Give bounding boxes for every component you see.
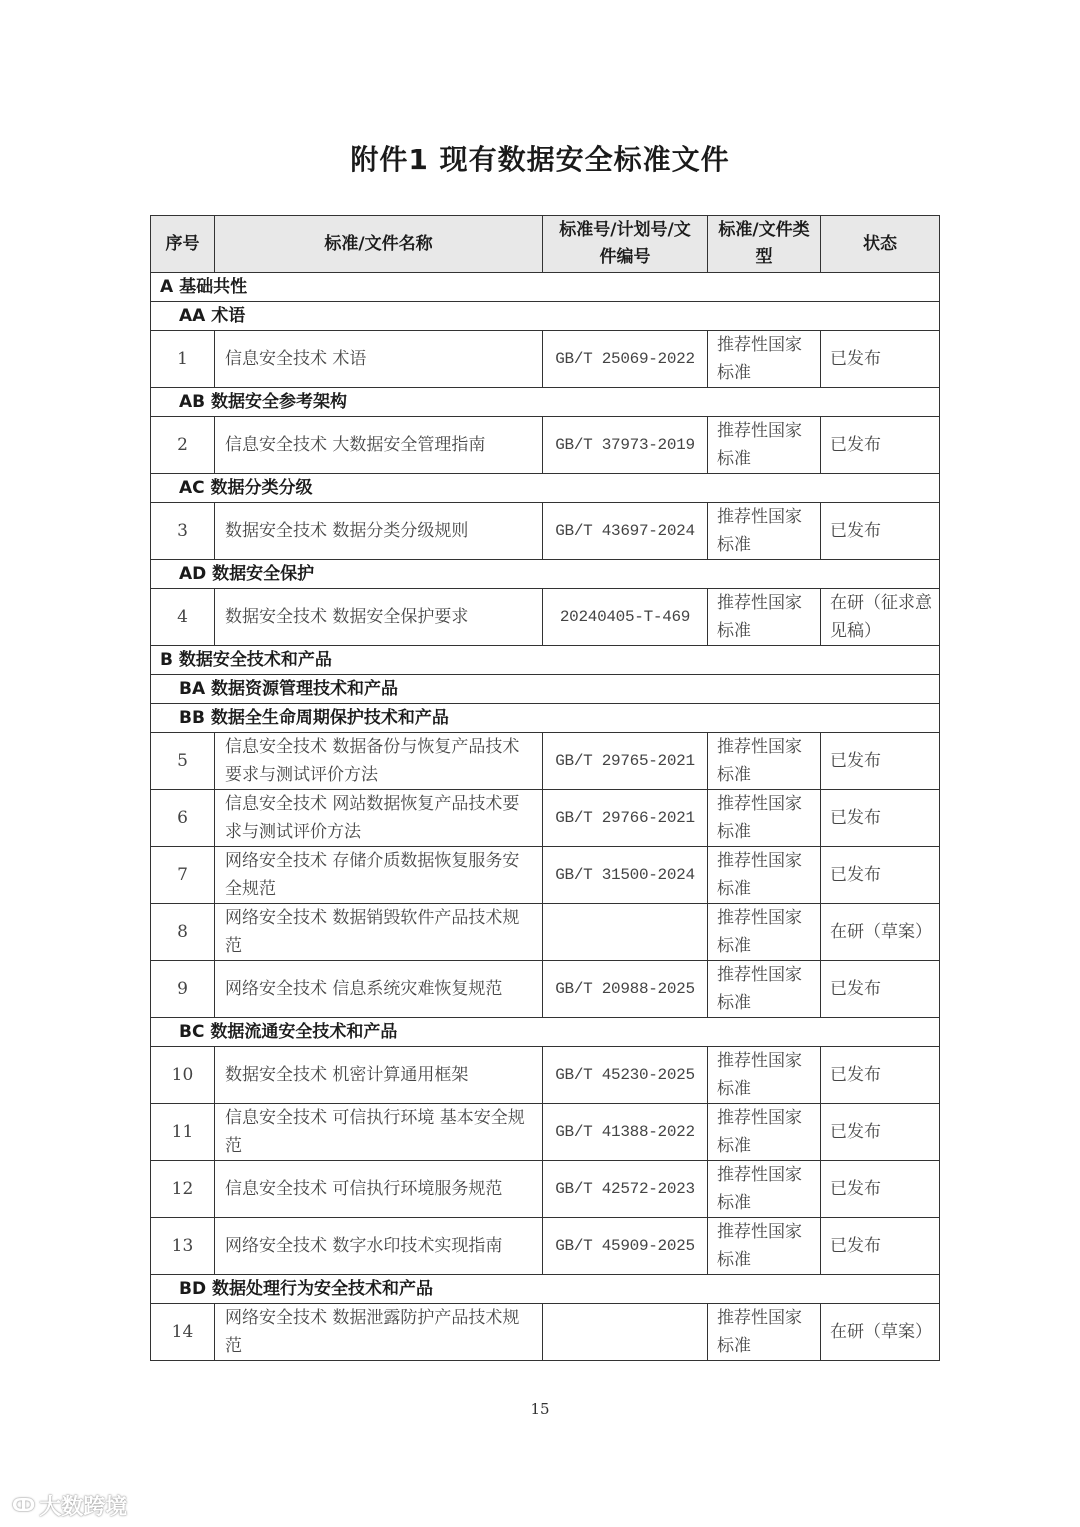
code-cell: GB/T 29765-2021: [543, 733, 708, 790]
type-cell: 推荐性国家标准: [708, 1304, 821, 1361]
code-cell: GB/T 31500-2024: [543, 847, 708, 904]
header-name: 标准/文件名称: [215, 216, 543, 273]
seq-cell: 3: [151, 503, 215, 560]
type-cell: 推荐性国家标准: [708, 847, 821, 904]
header-code: 标准号/计划号/文件编号: [543, 216, 708, 273]
name-cell: 信息安全技术 术语: [215, 331, 543, 388]
section-label: BA 数据资源管理技术和产品: [151, 675, 940, 704]
status-cell: 已发布: [821, 1218, 940, 1275]
subsection-row: [151, 675, 940, 704]
seq-cell: 11: [151, 1104, 215, 1161]
code-cell: GB/T 45909-2025: [543, 1218, 708, 1275]
name-cell: 网络安全技术 数据泄露防护产品技术规范: [215, 1304, 543, 1361]
type-cell: 推荐性国家标准: [708, 1047, 821, 1104]
section-label: AB 数据安全参考架构: [151, 388, 940, 417]
table-row: [151, 961, 940, 1018]
name-cell: 数据安全技术 数据分类分级规则: [215, 503, 543, 560]
seq-cell: 14: [151, 1304, 215, 1361]
type-cell: 推荐性国家标准: [708, 589, 821, 646]
header-seq: 序号: [151, 216, 215, 273]
standards-table: [150, 215, 940, 1361]
seq-cell: 7: [151, 847, 215, 904]
type-cell: 推荐性国家标准: [708, 790, 821, 847]
header-type: 标准/文件类型: [708, 216, 821, 273]
seq-cell: 4: [151, 589, 215, 646]
type-cell: 推荐性国家标准: [708, 1104, 821, 1161]
type-cell: 推荐性国家标准: [708, 1218, 821, 1275]
seq-cell: 5: [151, 733, 215, 790]
section-label: BB 数据全生命周期保护技术和产品: [151, 704, 940, 733]
type-cell: 推荐性国家标准: [708, 904, 821, 961]
section-label: BD 数据处理行为安全技术和产品: [151, 1275, 940, 1304]
name-cell: 信息安全技术 网站数据恢复产品技术要求与测试评价方法: [215, 790, 543, 847]
table-row: [151, 1047, 940, 1104]
subsection-row: [151, 302, 940, 331]
status-cell: 在研（草案）: [821, 904, 940, 961]
status-cell: 已发布: [821, 961, 940, 1018]
section-row: [151, 646, 940, 675]
name-cell: 信息安全技术 大数据安全管理指南: [215, 417, 543, 474]
subsection-row: [151, 388, 940, 417]
seq-cell: 10: [151, 1047, 215, 1104]
section-label: AA 术语: [151, 302, 940, 331]
status-cell: 已发布: [821, 1104, 940, 1161]
type-cell: 推荐性国家标准: [708, 1161, 821, 1218]
status-cell: 在研（征求意见稿）: [821, 589, 940, 646]
seq-cell: 13: [151, 1218, 215, 1275]
table-row: [151, 331, 940, 388]
table-row: [151, 1104, 940, 1161]
code-cell: [543, 904, 708, 961]
table-row: [151, 790, 940, 847]
seq-cell: 12: [151, 1161, 215, 1218]
subsection-row: [151, 1018, 940, 1047]
status-cell: 已发布: [821, 790, 940, 847]
table-row: [151, 589, 940, 646]
table-row: [151, 847, 940, 904]
watermark-text: 大数跨境: [39, 1495, 128, 1520]
type-cell: 推荐性国家标准: [708, 733, 821, 790]
name-cell: 信息安全技术 可信执行环境服务规范: [215, 1161, 543, 1218]
code-cell: 20240405-T-469: [543, 589, 708, 646]
watermark: [12, 1490, 127, 1521]
section-label: B 数据安全技术和产品: [151, 646, 940, 675]
seq-cell: 8: [151, 904, 215, 961]
name-cell: 网络安全技术 信息系统灾难恢复规范: [215, 961, 543, 1018]
table-row: [151, 1161, 940, 1218]
table-row: [151, 1304, 940, 1361]
name-cell: 数据安全技术 机密计算通用框架: [215, 1047, 543, 1104]
table-body: [151, 273, 940, 1361]
table-row: [151, 503, 940, 560]
name-cell: 网络安全技术 数据销毁软件产品技术规范: [215, 904, 543, 961]
seq-cell: 9: [151, 961, 215, 1018]
status-cell: 已发布: [821, 847, 940, 904]
table-row: [151, 733, 940, 790]
table-row: [151, 904, 940, 961]
name-cell: 网络安全技术 存储介质数据恢复服务安全规范: [215, 847, 543, 904]
status-cell: 已发布: [821, 503, 940, 560]
name-cell: 信息安全技术 可信执行环境 基本安全规范: [215, 1104, 543, 1161]
code-cell: GB/T 25069-2022: [543, 331, 708, 388]
code-cell: GB/T 20988-2025: [543, 961, 708, 1018]
section-label: A 基础共性: [151, 273, 940, 302]
status-cell: 已发布: [821, 417, 940, 474]
table-row: [151, 417, 940, 474]
code-cell: GB/T 29766-2021: [543, 790, 708, 847]
seq-cell: 2: [151, 417, 215, 474]
code-cell: GB/T 42572-2023: [543, 1161, 708, 1218]
section-label: BC 数据流通安全技术和产品: [151, 1018, 940, 1047]
name-cell: 网络安全技术 数字水印技术实现指南: [215, 1218, 543, 1275]
section-row: [151, 273, 940, 302]
type-cell: 推荐性国家标准: [708, 417, 821, 474]
status-cell: 已发布: [821, 331, 940, 388]
section-label: AC 数据分类分级: [151, 474, 940, 503]
status-cell: 已发布: [821, 1161, 940, 1218]
logo-icon: ↀ: [12, 1495, 36, 1516]
seq-cell: 6: [151, 790, 215, 847]
code-cell: GB/T 41388-2022: [543, 1104, 708, 1161]
header-status: 状态: [821, 216, 940, 273]
seq-cell: 1: [151, 331, 215, 388]
code-cell: [543, 1304, 708, 1361]
table-header-row: [151, 216, 940, 273]
status-cell: 已发布: [821, 1047, 940, 1104]
type-cell: 推荐性国家标准: [708, 961, 821, 1018]
code-cell: GB/T 45230-2025: [543, 1047, 708, 1104]
type-cell: 推荐性国家标准: [708, 331, 821, 388]
name-cell: 信息安全技术 数据备份与恢复产品技术要求与测试评价方法: [215, 733, 543, 790]
subsection-row: [151, 1275, 940, 1304]
subsection-row: [151, 474, 940, 503]
subsection-row: [151, 704, 940, 733]
document-title: 附件1 现有数据安全标准文件: [350, 143, 730, 176]
table-row: [151, 1218, 940, 1275]
code-cell: GB/T 37973-2019: [543, 417, 708, 474]
section-label: AD 数据安全保护: [151, 560, 940, 589]
name-cell: 数据安全技术 数据安全保护要求: [215, 589, 543, 646]
code-cell: GB/T 43697-2024: [543, 503, 708, 560]
subsection-row: [151, 560, 940, 589]
status-cell: 在研（草案）: [821, 1304, 940, 1361]
page-number: 15: [530, 1400, 550, 1418]
type-cell: 推荐性国家标准: [708, 503, 821, 560]
status-cell: 已发布: [821, 733, 940, 790]
